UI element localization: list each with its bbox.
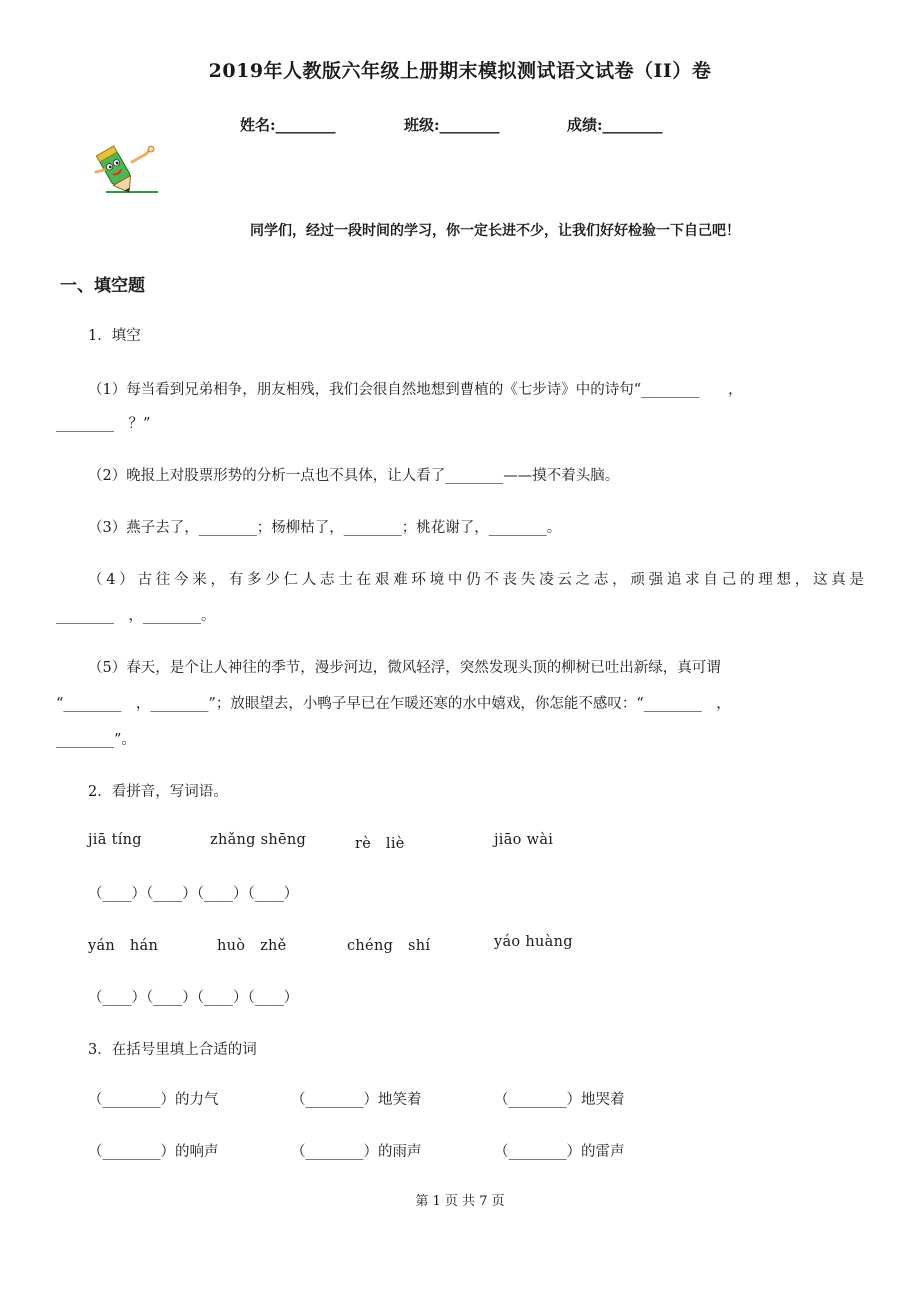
pencil-mascot-icon bbox=[88, 140, 166, 202]
pinyin-1-2: zhǎng shēng bbox=[210, 832, 307, 848]
word-blank-5[interactable]: （________）的雨声 bbox=[291, 1144, 422, 1160]
page-footer: 第 1 页 共 7 页 bbox=[415, 1194, 505, 1209]
greeting-text: 同学们，经过一段时间的学习，你一定长进不少，让我们好好检验一下自己吧！ bbox=[250, 223, 740, 239]
word-blank-1[interactable]: （________）的力气 bbox=[88, 1092, 219, 1108]
pinyin-1-1: jiā tíng bbox=[88, 832, 142, 848]
question-1-sub-5-line-1: （5）春天，是个让人神往的季节，漫步河边，微风轻浮，突然发现头顶的柳树已吐出新绿，真可谓 bbox=[88, 660, 721, 676]
pinyin-2-2: huò zhě bbox=[217, 938, 287, 954]
question-1-sub-1-line-2: ________ ？” bbox=[56, 416, 151, 432]
question-1-sub-4-line-1: （4）古往今来，有多少仁人志士在艰难环境中仍不丧失凌云之志，顽强追求自己的理想，这真是 bbox=[88, 572, 864, 588]
name-field[interactable]: 姓名:________ bbox=[240, 116, 336, 134]
question-1-sub-5-line-3: ________”。 bbox=[56, 732, 136, 748]
pinyin-2-4: yáo huàng bbox=[494, 934, 573, 950]
question-1-heading: 1．填空 bbox=[88, 328, 141, 344]
page-title: 2019年人教版六年级上册期末模拟测试语文试卷（II）卷 bbox=[208, 60, 712, 82]
pinyin-2-3: chéng shí bbox=[347, 938, 431, 954]
question-1-sub-3: （3）燕子去了，________；杨柳枯了，________；桃花谢了，________。 bbox=[88, 520, 562, 536]
question-3-heading: 3．在括号里填上合适的词 bbox=[88, 1042, 257, 1058]
question-2-heading: 2．看拼音，写词语。 bbox=[88, 784, 228, 800]
section-fill-in-blank-title: 一、填空题 bbox=[60, 276, 145, 296]
class-field[interactable]: 班级:________ bbox=[404, 116, 500, 134]
word-blank-2[interactable]: （________）地笑着 bbox=[291, 1092, 422, 1108]
pinyin-1-4: jiāo wài bbox=[494, 832, 554, 848]
question-1-sub-2: （2）晚报上对股票形势的分析一点也不具体，让人看了________——摸不着头脑。 bbox=[88, 468, 620, 484]
word-blank-6[interactable]: （________）的雷声 bbox=[494, 1144, 625, 1160]
word-blank-3[interactable]: （________）地哭着 bbox=[494, 1092, 625, 1108]
word-blank-4[interactable]: （________）的响声 bbox=[88, 1144, 219, 1160]
pinyin-1-3: rè liè bbox=[355, 836, 405, 852]
question-1-sub-4-line-2: ________ ，________。 bbox=[56, 608, 216, 624]
pinyin-2-1: yán hán bbox=[88, 938, 159, 954]
question-1-sub-1-line-1: （1）每当看到兄弟相争，朋友相残，我们会很自然地想到曹植的《七步诗》中的诗句“________ ， bbox=[88, 382, 743, 398]
pinyin-answer-blanks-row-2[interactable]: （____）（____）（____）（____） bbox=[88, 990, 299, 1006]
question-1-sub-5-line-2: “________ ，________”；放眼望去，小鸭子早已在乍暖还寒的水中嬉戏，你怎能不感叹：“________ ， bbox=[56, 696, 731, 712]
score-field[interactable]: 成绩:________ bbox=[567, 116, 663, 134]
pinyin-answer-blanks-row-1[interactable]: （____）（____）（____）（____） bbox=[88, 886, 299, 902]
